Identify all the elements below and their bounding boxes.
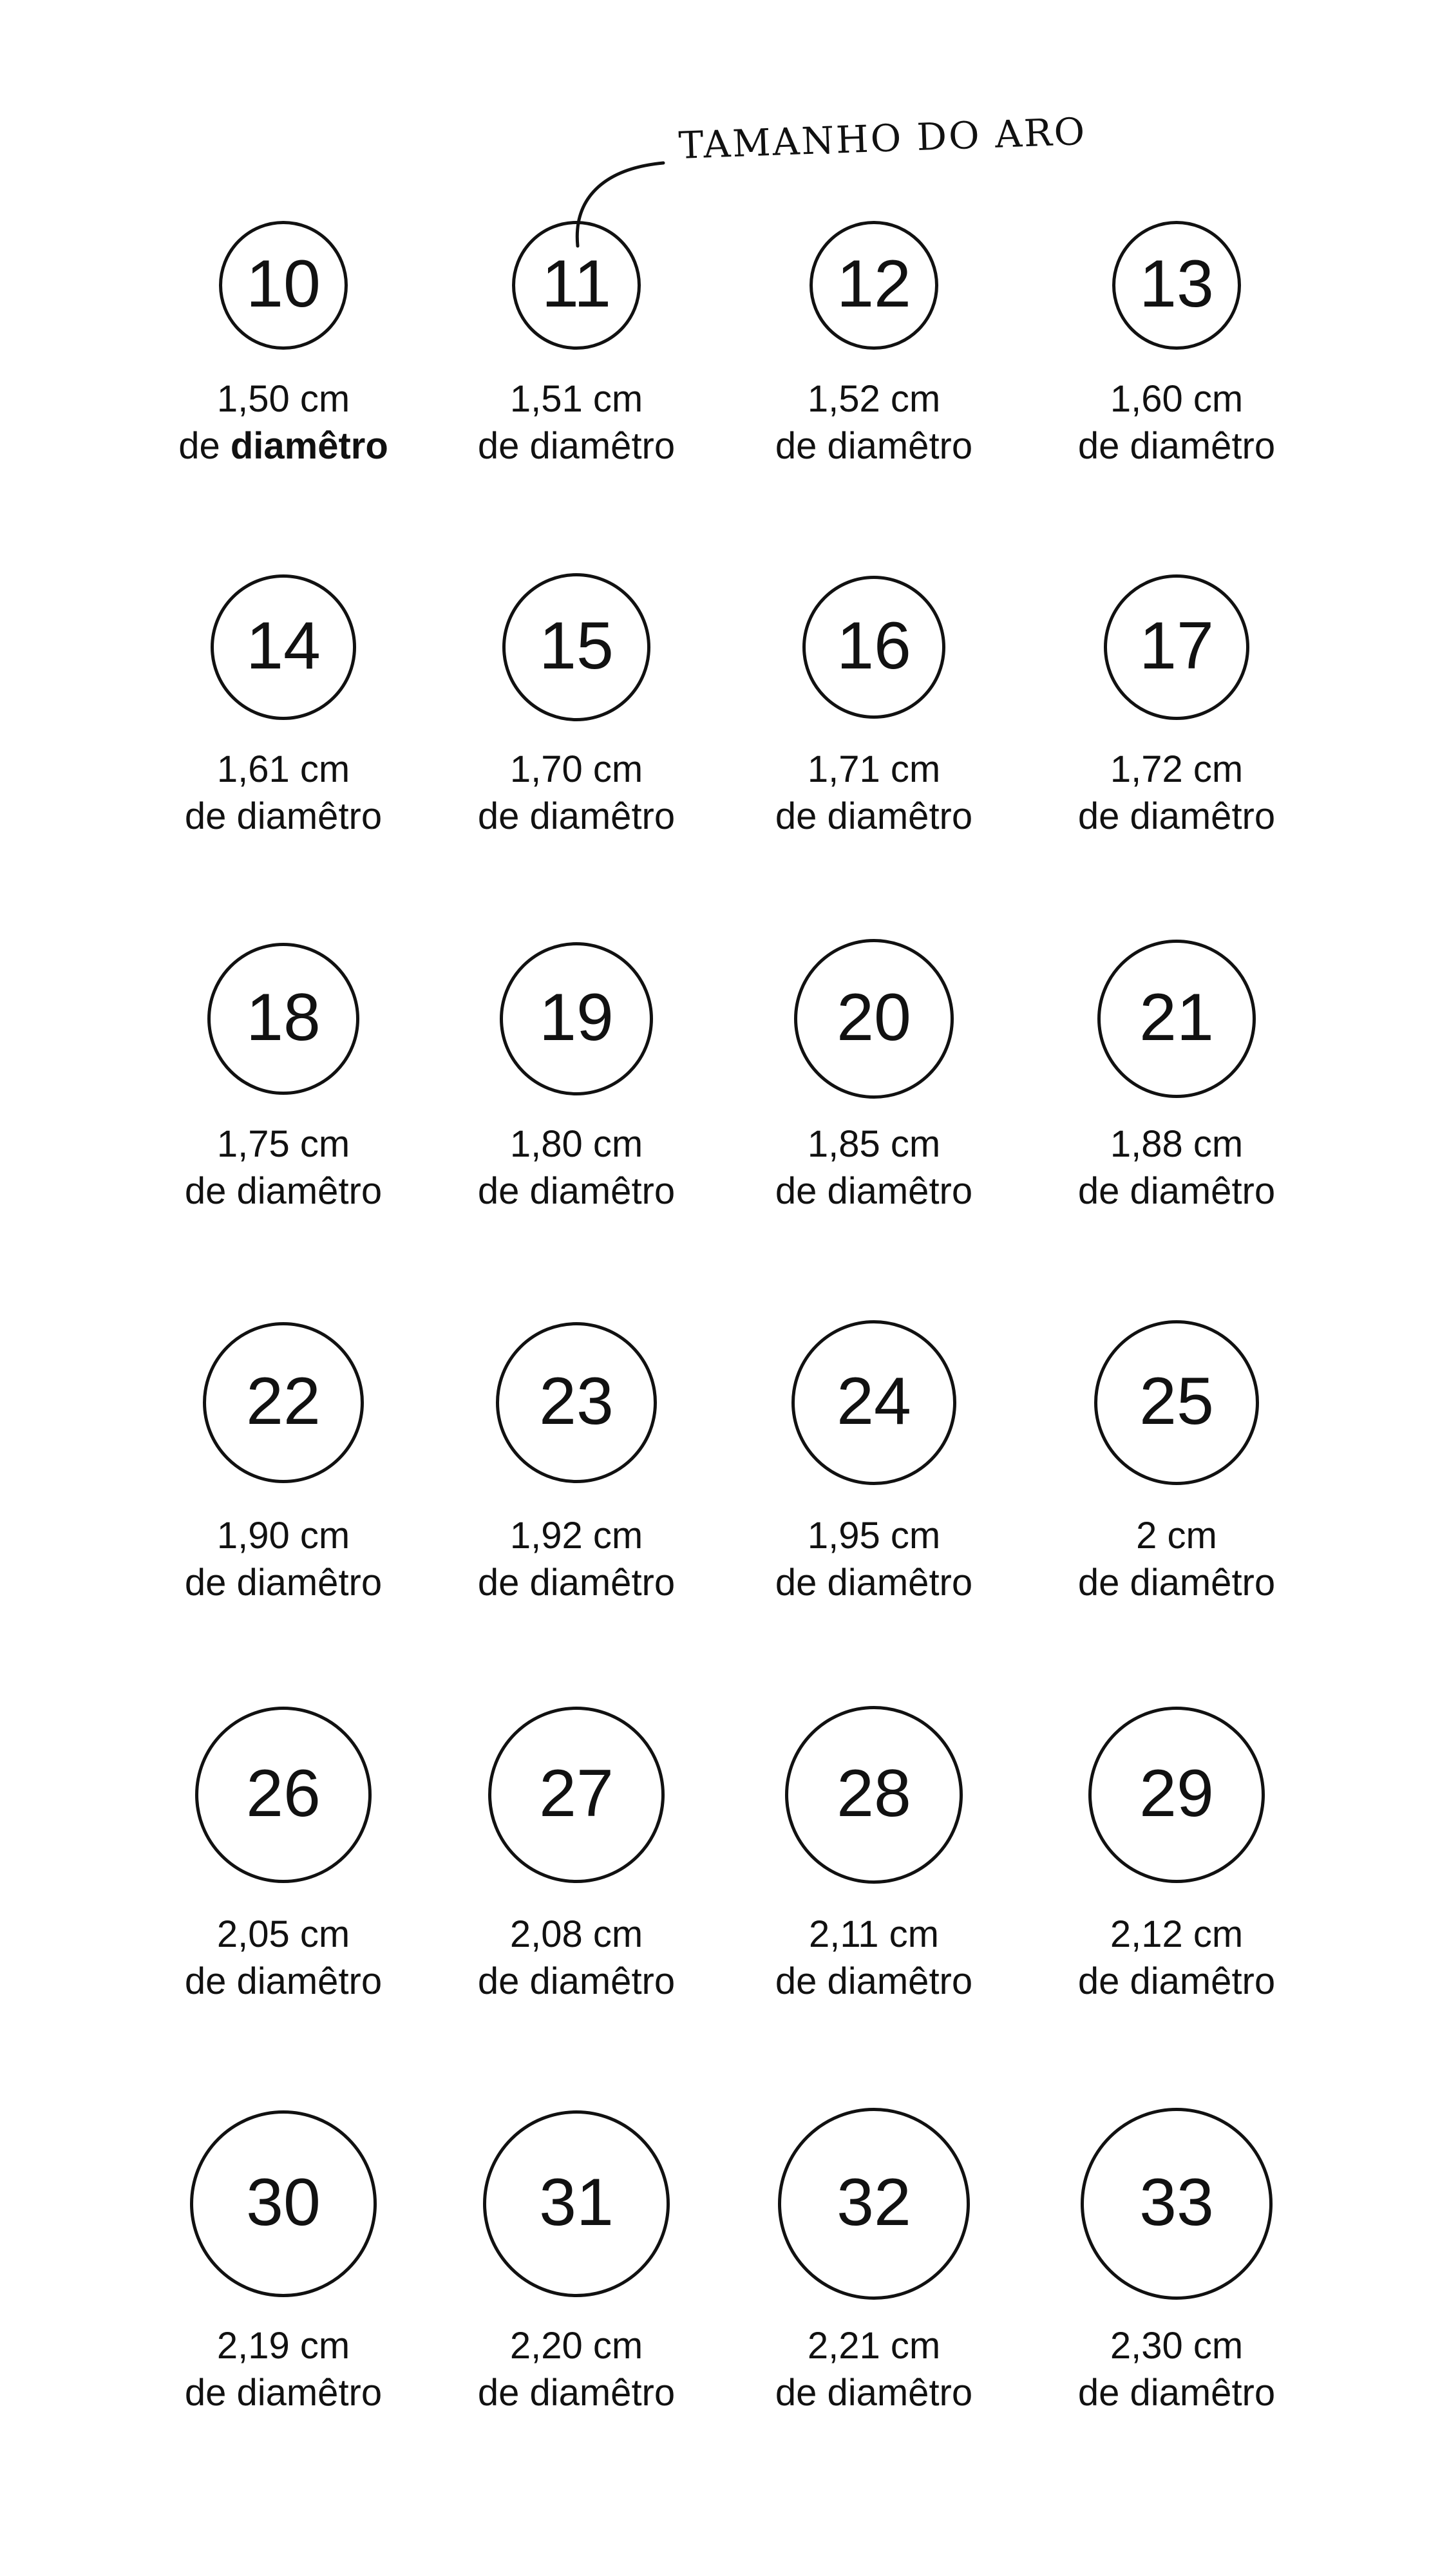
diameter-value: 1,90 cm [216, 1515, 350, 1557]
ring-diameter-caption [428, 2322, 724, 2416]
ring-size-number: 28 [837, 1756, 911, 1831]
ring-diameter-caption [726, 746, 1022, 840]
diameter-label: de diamêtro [1077, 795, 1276, 837]
diameter-value: 2,08 cm [509, 1913, 643, 1955]
ring-diameter-caption [135, 1512, 431, 1606]
diameter-label: de diamêtro [775, 1562, 973, 1604]
ring-diameter-caption [1028, 2322, 1325, 2416]
diameter-label-prefix: de [178, 425, 220, 467]
diameter-label-word-bold: diamêtro [230, 425, 388, 467]
diameter-label: de diamêtro [477, 2372, 676, 2414]
ring-size-circle [496, 1322, 657, 1483]
ring-diameter-caption [428, 746, 724, 840]
ring-size-number: 27 [539, 1756, 614, 1831]
ring-diameter-caption [726, 1911, 1022, 2005]
ring-size-circle [512, 221, 641, 350]
ring-size-circle [488, 1707, 665, 1883]
ring-size-circle [802, 576, 945, 719]
diameter-value: 2,11 cm [808, 1913, 939, 1955]
ring-size-number: 29 [1139, 1756, 1214, 1831]
ring-size-circle [203, 1322, 364, 1483]
ring-size-number: 31 [539, 2165, 614, 2240]
diameter-value: 2 cm [1136, 1515, 1217, 1557]
diameter-value: 1,71 cm [807, 748, 941, 790]
ring-size-number: 17 [1139, 609, 1214, 683]
ring-diameter-caption [428, 1121, 724, 1215]
ring-size-number: 11 [542, 247, 611, 321]
ring-diameter-caption [135, 1911, 431, 2005]
ring-size-number: 18 [246, 980, 321, 1055]
diameter-label: de diamêtro [477, 1960, 676, 2002]
diameter-value: 1,60 cm [1110, 378, 1244, 420]
diameter-value: 1,61 cm [216, 748, 350, 790]
ring-size-number: 14 [246, 609, 321, 683]
ring-diameter-caption [135, 746, 431, 840]
ring-size-number: 10 [246, 247, 321, 321]
ring-size-annotation: TAMANHO DO ARO [677, 109, 1088, 167]
diameter-value: 1,88 cm [1110, 1123, 1244, 1165]
ring-size-number: 22 [246, 1364, 321, 1439]
ring-diameter-caption [1028, 746, 1325, 840]
ring-size-circle [778, 2108, 970, 2300]
ring-size-number: 19 [539, 980, 614, 1055]
ring-size-number: 15 [539, 609, 614, 683]
diameter-label: de diamêtro [477, 795, 676, 837]
diameter-label: de diamêtro [184, 795, 383, 837]
ring-size-circle [1104, 574, 1249, 720]
diameter-value: 1,75 cm [216, 1123, 350, 1165]
diameter-label: de diamêtro [775, 795, 973, 837]
ring-diameter-caption [428, 1512, 724, 1606]
ring-size-circle [1097, 940, 1256, 1098]
ring-size-circle [500, 942, 653, 1095]
ring-diameter-caption [726, 1512, 1022, 1606]
ring-diameter-caption [135, 1121, 431, 1215]
ring-size-number: 16 [837, 609, 911, 683]
ring-size-circle [785, 1706, 963, 1884]
diameter-value: 2,19 cm [216, 2325, 350, 2367]
diameter-value: 1,85 cm [807, 1123, 941, 1165]
ring-size-number: 32 [837, 2165, 911, 2240]
diameter-label: de diamêtro [775, 2372, 973, 2414]
diameter-value: 1,51 cm [509, 378, 643, 420]
ring-size-circle [195, 1707, 372, 1883]
diameter-label [135, 422, 431, 469]
diameter-label: de diamêtro [184, 2372, 383, 2414]
ring-diameter-caption [135, 2322, 431, 2416]
diameter-value: 1,80 cm [509, 1123, 643, 1165]
ring-size-circle [502, 573, 650, 721]
diameter-label: de diamêtro [1077, 2372, 1276, 2414]
ring-diameter-caption [135, 375, 431, 469]
ring-diameter-caption [726, 2322, 1022, 2416]
ring-size-circle [219, 221, 348, 350]
ring-size-number: 12 [837, 247, 911, 321]
ring-size-circle [483, 2110, 670, 2297]
ring-size-circle [810, 221, 938, 350]
diameter-label: de diamêtro [1077, 1960, 1276, 2002]
ring-diameter-caption [428, 1911, 724, 2005]
diameter-value: 2,12 cm [1110, 1913, 1244, 1955]
diameter-label: de diamêtro [184, 1960, 383, 2002]
ring-diameter-caption [1028, 1121, 1325, 1215]
ring-size-number: 23 [539, 1364, 614, 1439]
diameter-label: de diamêtro [1077, 1170, 1276, 1212]
diameter-label: de diamêtro [775, 1960, 973, 2002]
ring-size-number: 33 [1139, 2165, 1214, 2240]
ring-size-number: 21 [1139, 980, 1214, 1055]
diameter-value: 2,20 cm [509, 2325, 643, 2367]
ring-size-number: 25 [1139, 1364, 1214, 1439]
ring-size-number: 20 [837, 980, 911, 1055]
ring-size-number: 13 [1139, 247, 1214, 321]
ring-size-circle [190, 2110, 377, 2297]
diameter-label: de diamêtro [1077, 425, 1276, 467]
diameter-value: 1,50 cm [216, 378, 350, 420]
ring-size-circle [207, 943, 359, 1095]
ring-size-number: 26 [246, 1756, 321, 1831]
diameter-label: de diamêtro [775, 425, 973, 467]
diameter-value: 1,92 cm [509, 1515, 643, 1557]
diameter-label: de diamêtro [477, 1562, 676, 1604]
ring-diameter-caption [1028, 375, 1325, 469]
ring-size-circle [1112, 221, 1241, 350]
diameter-value: 1,95 cm [807, 1515, 941, 1557]
diameter-value: 1,52 cm [807, 378, 941, 420]
diameter-label: de diamêtro [477, 1170, 676, 1212]
diameter-value: 2,21 cm [807, 2325, 941, 2367]
diameter-label: de diamêtro [184, 1170, 383, 1212]
ring-diameter-caption [1028, 1911, 1325, 2005]
ring-size-number: 24 [837, 1364, 911, 1439]
ring-size-circle [211, 574, 356, 720]
diameter-value: 1,72 cm [1110, 748, 1244, 790]
diameter-label: de diamêtro [477, 425, 676, 467]
diameter-label: de diamêtro [1077, 1562, 1276, 1604]
diameter-value: 1,70 cm [509, 748, 643, 790]
ring-diameter-caption [726, 375, 1022, 469]
diameter-value: 2,30 cm [1110, 2325, 1244, 2367]
ring-size-circle [791, 1320, 956, 1485]
diameter-label: de diamêtro [775, 1170, 973, 1212]
ring-diameter-caption [1028, 1512, 1325, 1606]
ring-diameter-caption [726, 1121, 1022, 1215]
ring-size-circle [794, 939, 954, 1099]
ring-size-circle [1081, 2108, 1273, 2300]
ring-size-circle [1088, 1707, 1265, 1883]
ring-diameter-caption [428, 375, 724, 469]
diameter-label: de diamêtro [184, 1562, 383, 1604]
ring-size-number: 30 [246, 2165, 321, 2240]
ring-size-circle [1094, 1320, 1259, 1485]
diameter-value: 2,05 cm [216, 1913, 350, 1955]
